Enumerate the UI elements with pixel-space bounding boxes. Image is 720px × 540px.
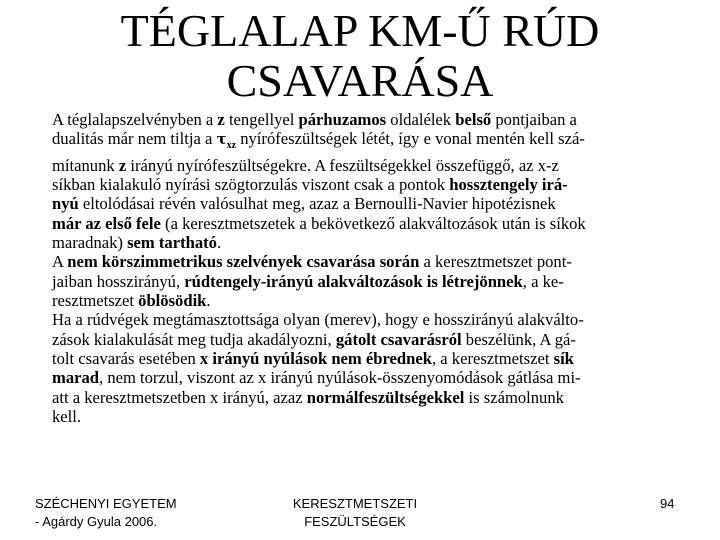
- text-run: .: [206, 291, 211, 311]
- bold-run: gátolt csavarásról: [335, 329, 462, 349]
- footer-topic-line-2: FESZÜLTSÉGEK: [304, 514, 406, 529]
- text-run: , nem torzul, viszont az x irányú nyúlások-összenyomódások gátlása mi-: [99, 368, 581, 388]
- text-run: oldalélek: [386, 110, 456, 129]
- text-run: eltolódásai révén valósulhat meg, azaz a Bernoulli-Navier hipotézisnek: [78, 194, 556, 214]
- text-run: A téglalapszelvényben a: [52, 110, 218, 129]
- text-line: [52, 310, 704, 329]
- page-number: 94: [660, 496, 675, 511]
- bold-run: x irányú nyúlások nem ébrednek: [199, 349, 432, 369]
- text-line: [52, 233, 704, 252]
- text-line: [52, 291, 704, 310]
- slide-body: [52, 110, 704, 427]
- bold-run: már az első fele: [52, 213, 161, 233]
- paragraph-2: [52, 252, 704, 310]
- footer-topic: [280, 495, 430, 531]
- text-run: dualitás már nem tiltja a: [52, 129, 217, 149]
- bold-run: belső: [455, 110, 492, 129]
- text-run: kell.: [52, 407, 82, 427]
- text-run: nyírófeszültségek létét, így e vonal mentén kell szá-: [236, 129, 585, 149]
- text-run: Ha a rúdvégek megtámasztottsága olyan (merev), hogy e hosszirányú alakválto-: [52, 310, 584, 330]
- bold-run: sem tartható: [127, 233, 217, 253]
- footer-institution: SZÉCHENYI EGYETEM: [35, 496, 177, 511]
- text-run: mítanunk: [52, 155, 119, 175]
- bold-run: nyú: [52, 194, 79, 214]
- text-run: resztmetszet: [52, 291, 139, 311]
- text-run: att a keresztmetszetben x irányú, azaz: [52, 387, 307, 407]
- bold-run: párhuzamos: [298, 110, 387, 129]
- text-line: [52, 272, 704, 291]
- text-run: beszélünk, A gá-: [461, 329, 576, 349]
- bold-run: normálfeszültségekkel: [306, 387, 465, 407]
- text-run: zások kialakulását meg tudja akadályozni,: [52, 329, 336, 349]
- text-line: [52, 175, 704, 194]
- paragraph-3: [52, 310, 704, 426]
- bold-run: marad: [52, 368, 100, 388]
- slide-title-line-1: TÉGLALAP KM-Ű RÚD: [120, 5, 600, 56]
- text-run: irányú nyírófeszültségekre. A feszültségekkel összefüggő, az x-z: [126, 155, 559, 175]
- text-run: .: [216, 233, 222, 253]
- bold-run: öblösödik: [138, 291, 207, 311]
- footer-author: [35, 495, 177, 531]
- text-run: jaiban hosszirányú,: [52, 271, 185, 291]
- text-line: [52, 407, 704, 426]
- text-line: [52, 368, 704, 387]
- text-run: maradnak): [52, 233, 128, 253]
- paragraph-1: [52, 110, 704, 252]
- text-line: [52, 156, 704, 175]
- text-run: is számolnunk: [464, 387, 564, 407]
- bold-run: hossztengely irá-: [449, 175, 568, 195]
- text-line: [52, 194, 704, 213]
- bold-run: sík: [553, 349, 574, 369]
- text-line: [52, 252, 704, 271]
- text-line: [52, 330, 704, 349]
- text-line: [52, 110, 704, 129]
- bold-run: z: [118, 155, 127, 175]
- slide-title: [0, 6, 720, 106]
- footer-author-year: - Agárdy Gyula 2006.: [35, 514, 158, 529]
- text-run: (a keresztmetszetek a bekövetkező alakváltozások után is síkok: [160, 213, 586, 233]
- text-line: [52, 214, 704, 233]
- text-line: [52, 349, 704, 368]
- bold-run: rúdtengely-irányú alakváltozások is létrejönnek: [184, 271, 523, 291]
- tau-symbol: τ: [216, 130, 227, 149]
- text-run: tengellyel: [224, 110, 299, 129]
- text-line: [52, 388, 704, 407]
- text-run: tolt csavarás esetében: [52, 349, 200, 369]
- bold-run: z: [217, 110, 225, 129]
- footer-topic-line-1: KERESZTMETSZETI: [292, 496, 418, 511]
- bold-run: nem körszimmetrikus szelvények csavarása során: [67, 252, 420, 272]
- text-run: pontjaiban a: [491, 110, 577, 129]
- text-run: A: [52, 252, 68, 272]
- text-run: , a ke-: [522, 271, 564, 291]
- slide-title-line-2: CSAVARÁSA: [226, 55, 494, 106]
- text-run: a keresztmetszet pont-: [419, 252, 572, 272]
- text-line: [52, 129, 704, 155]
- text-run: , a keresztmetszet: [431, 349, 554, 369]
- text-run: síkban kialakuló nyírási szögtorzulás viszont csak a pontok: [52, 175, 450, 195]
- subscript: xz: [226, 140, 237, 152]
